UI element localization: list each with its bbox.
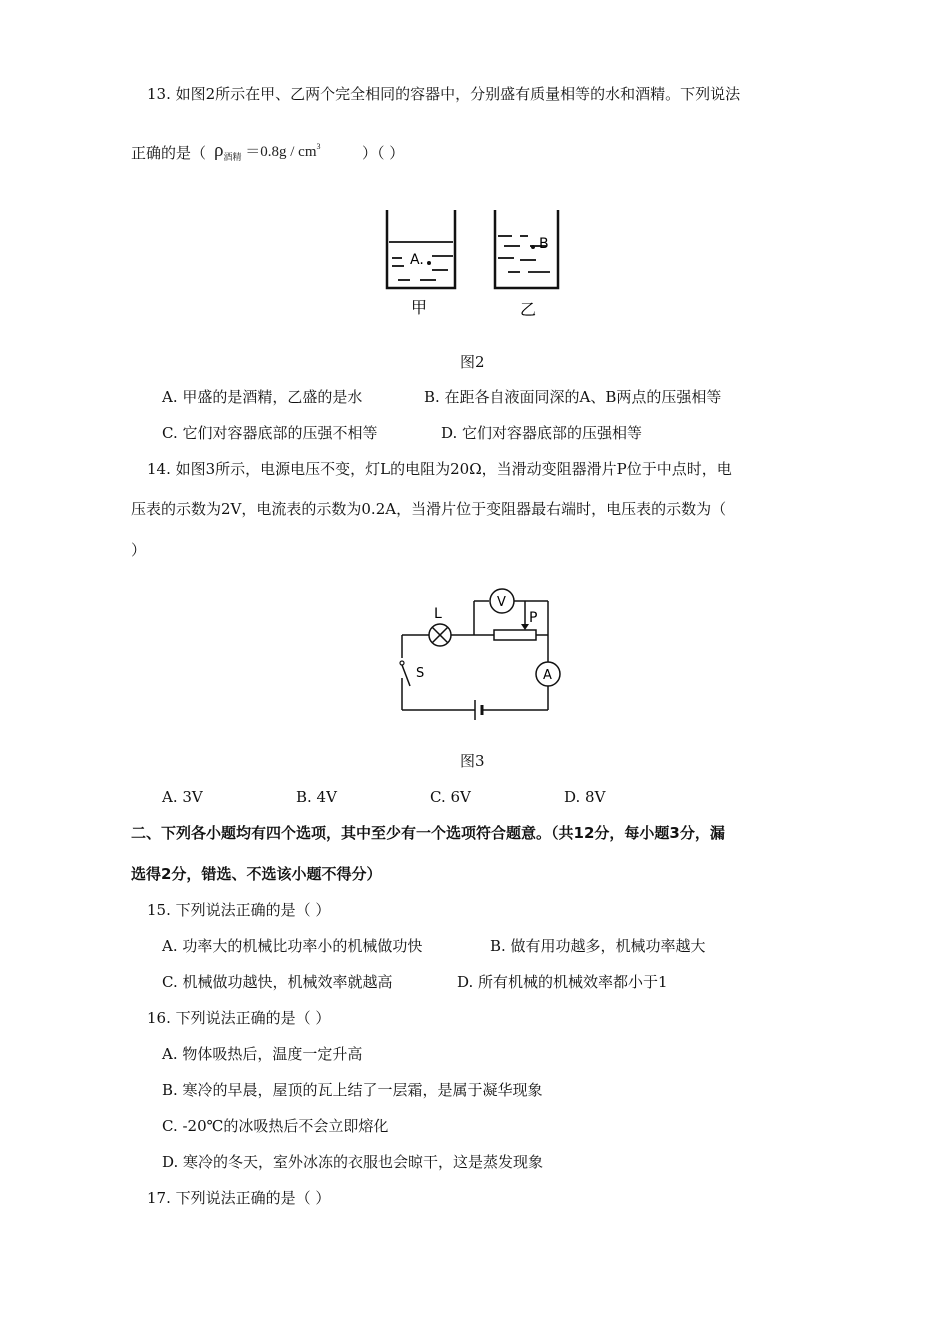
q14-option-c: C. 6V [430, 788, 471, 806]
section-2-heading-line2: 选得2分，错选、不选该小题不得分） [131, 865, 382, 883]
point-a-dot [427, 261, 431, 265]
figure-2-caption: 图2 [460, 353, 485, 371]
q16-option-a: A. 物体吸热后，温度一定升高 [162, 1045, 363, 1063]
section-2-heading-line1: 二、下列各小题均有四个选项，其中至少有一个选项符合题意。（共12分，每小题3分，漏 [131, 824, 725, 842]
density-value: ＝0.8g / cm [245, 144, 317, 160]
label-s: S [416, 666, 425, 681]
q13-stem-line1: 13. 如图2所示在甲、乙两个完全相同的容器中，分别盛有质量相等的水和酒精。下列说法 [147, 85, 741, 103]
label-p: P [529, 610, 538, 626]
q15-option-d: D. 所有机械的机械效率都小于1 [457, 973, 668, 991]
q15-stem: 15. 下列说法正确的是（ ） [147, 901, 331, 919]
q15-option-a: A. 功率大的机械比功率小的机械做功快 [162, 937, 423, 955]
q13-stem-line2-prefix: 正确的是（ [131, 144, 207, 162]
q14-stem-line1: 14. 如图3所示，电源电压不变，灯L的电阻为20Ω，当滑动变阻器滑片P位于中点时，电 [147, 460, 732, 478]
q13-option-a: A. 甲盛的是酒精，乙盛的是水 [162, 388, 363, 406]
q16-stem: 16. 下列说法正确的是（ ） [147, 1009, 331, 1027]
q16-option-d: D. 寒冷的冬天，室外冰冻的衣服也会晾干，这是蒸发现象 [162, 1153, 544, 1171]
q14-option-d: D. 8V [564, 788, 606, 806]
density-formula [214, 140, 321, 162]
q15-option-b: B. 做有用功越多，机械功率越大 [490, 937, 706, 955]
rheostat [494, 630, 536, 640]
label-l: L [434, 606, 442, 622]
q14-option-b: B. 4V [296, 788, 337, 806]
figure-3-caption: 图3 [460, 752, 485, 770]
switch-pivot [400, 661, 404, 665]
figure-2-containers [370, 200, 580, 330]
switch-s [402, 665, 410, 686]
q14-option-a: A. 3V [162, 788, 203, 806]
slider-arrow [521, 624, 529, 630]
q17-stem: 17. 下列说法正确的是（ ） [147, 1189, 331, 1207]
figure-3-circuit [390, 580, 570, 730]
density-exponent: 3 [316, 142, 321, 151]
label-a: A [543, 668, 552, 683]
point-b-dot [531, 245, 535, 249]
q13-option-b: B. 在距各自液面同深的A、B两点的压强相等 [424, 388, 722, 406]
q15-option-c: C. 机械做功越快，机械效率就越高 [162, 973, 393, 991]
q14-stem-line2: 压表的示数为2V，电流表的示数为0.2A，当滑片位于变阻器最右端时，电压表的示数为（ [131, 500, 727, 518]
q14-stem-line3: ） [131, 541, 147, 559]
q16-option-c: C. -20℃的冰吸热后不会立即熔化 [162, 1117, 389, 1135]
q13-option-d: D. 它们对容器底部的压强相等 [441, 424, 643, 442]
container-jia [387, 210, 455, 288]
label-yi: 乙 [520, 300, 537, 319]
label-point-b: B [539, 236, 549, 252]
q13-stem-line2-suffix: ）（ ） [362, 144, 405, 162]
rho-subscript: 酒精 [223, 152, 242, 162]
q16-option-b: B. 寒冷的早晨，屋顶的瓦上结了一层霜，是属于凝华现象 [162, 1081, 543, 1099]
label-v: V [497, 595, 506, 610]
q13-option-c: C. 它们对容器底部的压强不相等 [162, 424, 378, 442]
label-jia: 甲 [411, 298, 428, 317]
rho-symbol: ρ [214, 140, 224, 161]
label-point-a: A. [410, 252, 424, 268]
